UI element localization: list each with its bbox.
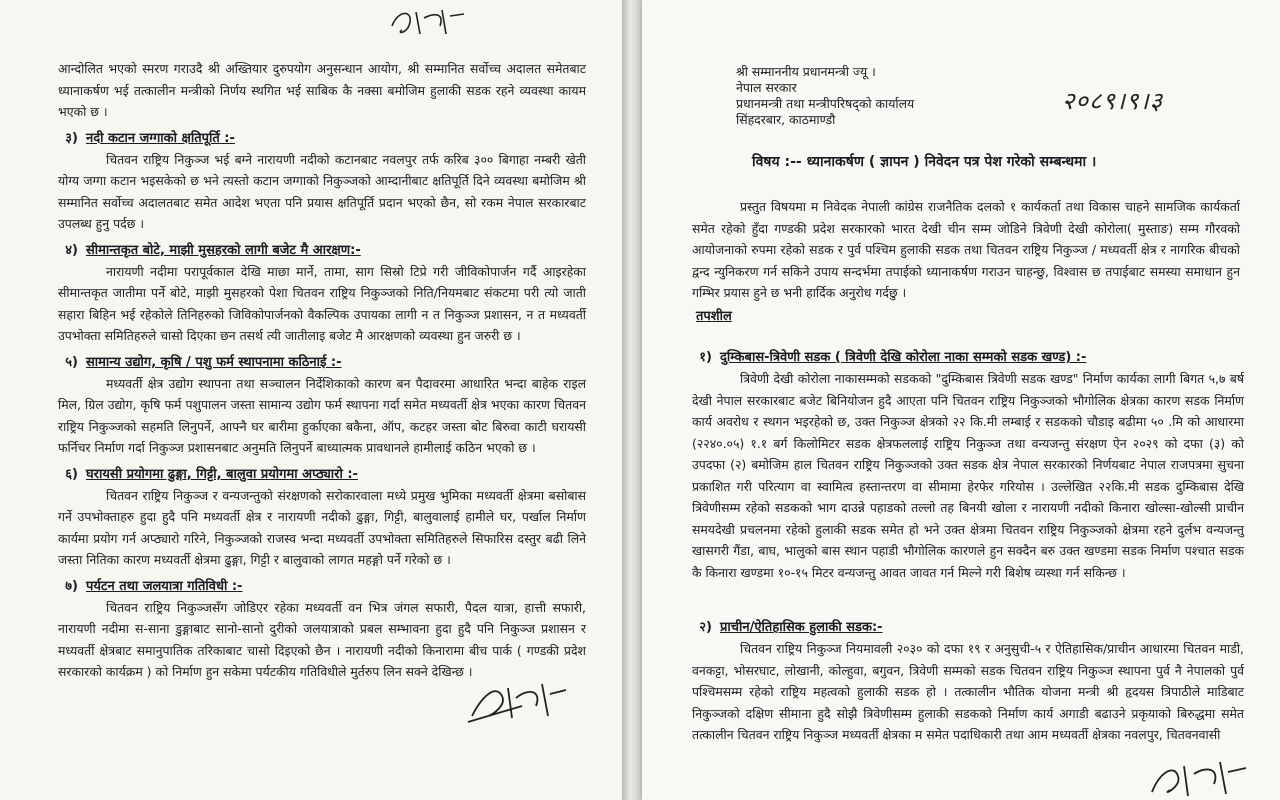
section-body: चितवन राष्ट्रिय निकुञ्ज नियमावली २०३० को दफा १९ र अनुसुची-५ र ऐतिहासिक/प्राचीन आधारमा चितवन माडी, वनकट्टा, भोसरघाट, लोखानी, कोल्हुवा, बगुवन, त्रिवेणी सम्मको सडक चितवन राष्ट्रिय निकुञ्ज स्थापना पुर्व नै नेपालको पुर्व पश्चिमसम्म रहेको राष्ट्रिय महत्वको हुलाकी सडक हो । तत्कालीन भौतिक योजना मन्त्री श्री हृदयस त्रिपाठीले माडिबाट निकुञ्जको दक्षिण सीमाना हुदै सोझै त्रिवेणीसम्म हुलाकी सडकको निर्माण कार्य अगाडी बढाउने प्रकृयाको बिरुद्धमा समेत तत्कालीन चितवन राष्ट्रिय निकुञ्ज मध्यवर्ती क्षेत्रका म समेत पदाधिकारी तथा आम मध्यवर्ती क्षेत्रका नवलपुर, चितवनवासी	[692, 641, 1244, 742]
section-title: नदी कटान जग्गाको क्षतिपूर्ति :-	[86, 130, 235, 146]
address-line: नेपाल सरकार	[736, 80, 797, 95]
section-title: घरायसी प्रयोगमा ढुङ्गा, गिट्टी, बालुवा प्रयोगमा अप्ठ्यारो :-	[86, 466, 358, 482]
section-title: सीमान्तकृत बोटे, माझी मुसहरको लागी बजेट मै आरक्षण:-	[86, 242, 361, 258]
left-page-body	[58, 58, 586, 683]
document-page-left	[0, 0, 622, 800]
section-title: सामान्य उद्योग, कृषि / पशु फर्म स्थापनामा कठिनाई :-	[86, 354, 342, 370]
section-body: चितवन राष्ट्रिय निकुञ्जसँग जोडिएर रहेका मध्यवर्ती वन भित्र जंगल सफारी, पैदल यात्रा, हात्ती सफारी, नारायणी नदीमा स-साना डुङ्गाबाट सानो-सानो दुरीको जलयात्राको प्रबल सम्भावना हुदा हुदै पनि निकुञ्ज प्रशासन र मध्यवर्ती क्षेत्रबाट समानुपातिक तरिकाबाट चासो दिइएको छैन । नारायणी नदीको किनारामा बीच पार्क ( गण्डकी प्रदेश सरकारको कार्यक्रम ) को निर्माण हुन सकेमा पर्यटकीय गतिविधीले मुर्तरुप लिन सक्ने देखिन्छ ।	[58, 599, 586, 679]
section-body: मध्यवर्ती क्षेत्र उद्योग स्थापना तथा सञ्चालन निर्देशिकाको कारण बन पैदावरमा आधारित भन्दा बाहेक राइल मिल, ग्रिल उद्योग, कृषि फर्म पशुपालन जस्ता सामान्य उद्योग फर्म स्थापना गर्दा समेत मध्यवर्ती क्षेत्र भएका कारण चितवन राष्ट्रिय निकुञ्जको सहमति लिनुपर्ने, आफ्नै घर बारीमा हुर्काएका बकैना, ऑप, कटहर जस्ता बोट बिरुवा काटी घरायसी फर्निचर निर्माण गर्दा निकुञ्ज प्रशासनबाट अनुमति लिनुपर्ने बाध्यात्मक प्रावधानले हामीलाई कठिन भएको छ ।	[58, 375, 586, 455]
document-page-right	[642, 0, 1280, 800]
section-6: ६) घरायसी प्रयोगमा ढुङ्गा, गिट्टी, बालुवा प्रयोगमा अप्ठ्यारो :- चितवन राष्ट्रिय निकुञ्ज र वन्यजन्तुको संरक्षणको सरोकारवाला मध्ये प्रमुख भुमिका मध्यवर्ती क्षेत्रमा बसोबास गर्ने उपभोक्ताहरु हुदा हुदै पनि मध्यवर्ती क्षेत्र र नारायणी नदीको ढुङ्गा, गिट्टी, बालुवालाई हामीले घर, पर्खाल निर्माण कार्यमा प्रयोग गर्न अप्ठ्यारो गरिने, निकुञ्जको राजस्व भन्दा मध्यवर्ती उपभोक्ता समितिहरुले सिफारिस दस्तुर बढी लिने जस्ता नितिका कारण मध्यवर्ती क्षेत्रमा ढुङ्गा, गिट्टी र बालुवाको लागत महङ्गो पर्ने गरेको छ ।	[58, 465, 586, 571]
section-title: प्राचीन/ऐतिहासिक हुलाकी सडक:-	[720, 620, 883, 635]
intro-paragraph: प्रस्तुत विषयमा म निवेदक नेपाली कांग्रेस राजनैतिक दलको १ कार्यकर्ता तथा विकास चाहने सामजिक कार्यकर्ता समेत रहेको हुँदा गण्डकी प्रदेश सरकारको भारत देखी चीन सम्म जोडिने त्रिवेणी देखी कोरोला( मुस्ताङ) सम्म गौरवको आयोजनाको रुपमा रहेको सडक र पुर्व पश्चिम हुलाकी सडक तथा चितवन राष्ट्रिय निकुञ्ज / मध्यवर्ती क्षेत्र र नागरिक बीचको द्वन्द न्युनिकरण गर्न सकिने उपाय सन्दर्भमा तपाईको ध्यानाकर्षण गराउन चाहन्छु, विश्वास छ तपाईबाट समस्या समाधान हुन गम्भिर प्रयास हुने छ भनी हार्दिक अनुरोध गर्दछु ।	[692, 199, 1240, 300]
section-7: ७) पर्यटन तथा जलयात्रा गतिविधी :- चितवन राष्ट्रिय निकुञ्जसँग जोडिएर रहेका मध्यवर्ती वन भित्र जंगल सफारी, पैदल यात्रा, हात्ती सफारी, नारायणी नदीमा स-साना डुङ्गाबाट सानो-सानो दुरीको जलयात्राको प्रबल सम्भावना हुदा हुदै पनि निकुञ्ज प्रशासन र मध्यवर्ती क्षेत्रबाट समानुपातिक तरिकाबाट चासो दिइएको छैन । नारायणी नदीको किनारामा बीच पार्क ( गण्डकी प्रदेश सरकारको कार्यक्रम ) को निर्माण हुन सकेमा पर्यटकीय गतिविधीले मुर्तरुप लिन सक्ने देखिन्छ ।	[58, 577, 586, 683]
address-line: श्री सम्माननीय प्रधानमन्त्री ज्यू ।	[736, 64, 876, 79]
page-gutter	[622, 0, 642, 800]
address-line: सिंहदरबार, काठमाण्डौ	[736, 112, 836, 127]
section-3: ३) नदी कटान जग्गाको क्षतिपूर्ति :- चितवन राष्ट्रिय निकुञ्ज भई बग्ने नारायणी नदीको कटानबाट नवलपुर तर्फ करिब ३०० बिगाहा नम्बरी खेती योग्य जग्गा कटान भइसकेको छ भने त्यस्तो कटान जग्गाको निकुञ्जको आम्दानीबाट क्षतिपूर्ति दिने व्यवस्था बमोजिम श्री सम्मानित सर्वोच्च अदालतबाट समेत आदेश भएता पनि प्रयास क्षतिपूर्ति प्रदान भएको छैन, सो रकम नेपाल सरकारबाट उपलब्ध हुनु पर्दछ ।	[58, 129, 586, 235]
section-4: ४) सीमान्तकृत बोटे, माझी मुसहरको लागी बजेट मै आरक्षण:- नारायणी नदीमा परापूर्वकाल देखि माछा मार्ने, तामा, साग सिस्रो टिप्रे गरी जीविकोपार्जन गर्दै आइरहेका सीमान्तकृत जातीमा पर्ने बोटे, माझी मुसहरको पेशा चितवन राष्ट्रिय निकुञ्जको निति/नियमबाट संकटमा परी त्यो जाती सहारा बिहिन भई रहेकोले तिनिहरुको जिविकोपार्जनको वैकल्पिक उपायका लागी न त निकुञ्ज प्रशासन, न त मध्यवर्ती उपभोक्ता समितिहरुले चासो दिएका छन तसर्थ त्यी जातीलाइ बजेट मै आरक्षणको व्यवस्था हुन जरुरी छ ।	[58, 241, 586, 347]
section-body: त्रिवेणी देखी कोरोला नाकासम्मको सडकको "दुम्किबास त्रिवेणी सडक खण्ड" निर्माण कार्यका लागी बिगत ५,७ बर्ष देखी नेपाल सरकारबाट बजेट बिनियोजन हुदै आएता पनि चितवन राष्ट्रिय निकुञ्जको भौगोलिक क्षेत्रका कारण सडक निर्माण कार्य अवरोध र स्थगन भइरहेको छ, उक्त निकुञ्ज क्षेत्रको २२ कि.मी लम्बाई र सडकको चौडाइ बढीमा ५० .मि को आधारमा (२२४०.०५) १.१ बर्ग किलोमिटर सडक क्षेत्रफललाई राष्ट्रिय निकुञ्ज तथा वन्यजन्तु संरक्षण ऐन २०२९ को दफा (३) को उपदफा (२) बमोजिम हाल चितवन राष्ट्रिय निकुञ्जको उक्त सडक क्षेत्र नेपाल सरकारको निर्णयबाट नेपाल राजपत्रमा सुचना प्रकाशित गरी परित्याग वा स्वामित्व हस्तान्तरण वा सीमामा हेरफेर गरियोस । उल्लेखित २२कि.मी सडक दुम्किबास देखि त्रिवेणीसम्म रहेको सडकको भाग दाउन्ने पहाडको तल्लो तह बिनयी खोला र नारायणी नदीको किनारा खोल्सा-खोल्सी प्राचीन समयदेखी प्रचलनमा रहेको हुलाकी सडक समेत हो भने उक्त क्षेत्रमा चितवन राष्ट्रिय निकुञ्जको क्षेत्रमा रहने दुर्लभ वन्यजन्तु खासगरी गैंडा, बाघ, भालुको बास स्थान पहाडी भौगोलिक कारणले हुन सक्दैन बरु उक्त खण्डमा सडक निर्माण पश्चात सडक कै किनारा खण्डमा १०-१५ मिटर वन्यजन्तु आवत जावत गर्न मिल्ने गरी बिशेष व्यस्था गर्न सकिन्छ ।	[692, 371, 1244, 580]
signature-bottom-left-page	[462, 676, 572, 726]
right-section-1: १) दुम्किबास-त्रिवेणी सडक ( त्रिवेणी देखि कोरोला नाका सम्मको सडक खण्ड) :- त्रिवेणी देखी कोरोला नाकासम्मको सडकको "दुम्किबास त्रिवेणी सडक खण्ड" निर्माण कार्यका लागी बिगत ५,७ बर्ष देखी नेपाल सरकारबाट बजेट बिनियोजन हुदै आएता पनि चितवन राष्ट्रिय निकुञ्जको भौगोलिक क्षेत्रका कारण सडक निर्माण कार्य अवरोध र स्थगन भइरहेको छ, उक्त निकुञ्ज क्षेत्रको २२ कि.मी लम्बाई र सडकको चौडाइ बढीमा ५० .मि को आधारमा (२२४०.०५) १.१ बर्ग किलोमिटर सडक क्षेत्रफललाई राष्ट्रिय निकुञ्ज तथा वन्यजन्तु संरक्षण ऐन २०२९ को दफा (३) को उपदफा (२) बमोजिम हाल चितवन राष्ट्रिय निकुञ्जको उक्त सडक क्षेत्र नेपाल सरकारको निर्णयबाट नेपाल राजपत्रमा सुचना प्रकाशित गरी परित्याग वा स्वामित्व हस्तान्तरण वा सीमामा हेरफेर गरियोस । उल्लेखित २२कि.मी सडक दुम्किबास देखि त्रिवेणीसम्म रहेको सडकको भाग दाउन्ने पहाडको तल्लो तह बिनयी खोला र नारायणी नदीको किनारा खोल्सा-खोल्सी प्राचीन समयदेखी प्रचलनमा रहेको हुलाकी सडक समेत हो भने उक्त क्षेत्रमा चितवन राष्ट्रिय निकुञ्जको क्षेत्रमा रहने दुर्लभ वन्यजन्तु खासगरी गैंडा, बाघ, भालुको बास स्थान पहाडी भौगोलिक कारणले हुन सक्दैन बरु उक्त खण्डमा सडक निर्माण पश्चात सडक कै किनारा खण्डमा १०-१५ मिटर वन्यजन्तु आवत जावत गर्न मिल्ने गरी बिशेष व्यस्था गर्न सकिन्छ ।	[692, 342, 1244, 583]
right-section-2: २) प्राचीन/ऐतिहासिक हुलाकी सडक:- चितवन राष्ट्रिय निकुञ्ज नियमावली २०३० को दफा १९ र अनुसुची-५ र ऐतिहासिक/प्राचीन आधारमा चितवन माडी, वनकट्टा, भोसरघाट, लोखानी, कोल्हुवा, बगुवन, त्रिवेणी सम्मको सडक चितवन राष्ट्रिय निकुञ्ज स्थापना पुर्व नै नेपालको पुर्व पश्चिमसम्म रहेको राष्ट्रिय महत्वको हुलाकी सडक हो । तत्कालीन भौतिक योजना मन्त्री श्री हृदयस त्रिपाठीले माडिबाट निकुञ्जको दक्षिण सीमाना हुदै सोझै त्रिवेणीसम्म हुलाकी सडकको निर्माण कार्य अगाडी बढाउने प्रकृयाको बिरुद्धमा समेत तत्कालीन चितवन राष्ट्रिय निकुञ्ज मध्यवर्ती क्षेत्रका म समेत पदाधिकारी तथा आम मध्यवर्ती क्षेत्रका नवलपुर, चितवनवासी	[692, 612, 1244, 746]
opening-paragraph: आन्दोलित भएको स्मरण गराउदै श्री अख्तियार दुरुपयोग अनुसन्धान आयोग, श्री सम्मानित सर्वोच्च अदालत समेतबाट ध्यानाकर्षण भई तत्कालीन मन्त्रीको निर्णय स्थगित भई साबिक कै नक्सा बमोजिम हुलाकी सडक रहने व्यवस्था कायम भएको छ ।	[58, 61, 586, 119]
handwritten-reference-number: २०८९।९।३	[1062, 87, 1164, 115]
letter-subject: विषय :-- ध्यानाकर्षण ( ज्ञापन ) निवेदन पत्र पेश गरेको सम्बन्धमा ।	[752, 154, 1097, 170]
details-label: तपशील	[696, 309, 732, 324]
section-5: ५) सामान्य उद्योग, कृषि / पशु फर्म स्थापनामा कठिनाई :- मध्यवर्ती क्षेत्र उद्योग स्थापना तथा सञ्चालन निर्देशिकाको कारण बन पैदावरमा आधारित भन्दा बाहेक राइल मिल, ग्रिल उद्योग, कृषि फर्म पशुपालन जस्ता सामान्य उद्योग फर्म स्थापना गर्दा समेत मध्यवर्ती क्षेत्र भएका कारण चितवन राष्ट्रिय निकुञ्जको सहमति लिनुपर्ने, आफ्नै घर बारीमा हुर्काएका बकैना, ऑप, कटहर जस्ता बोट बिरुवा काटी घरायसी फर्निचर निर्माण गर्दा निकुञ्ज प्रशासनबाट अनुमति लिनुपर्ने बाध्यात्मक प्रावधानले हामीलाई कठिन भएको छ ।	[58, 353, 586, 459]
address-line: प्रधानमन्त्री तथा मन्त्रीपरिषद्को कार्यालय	[736, 96, 915, 111]
section-body: चितवन राष्ट्रिय निकुञ्ज भई बग्ने नारायणी नदीको कटानबाट नवलपुर तर्फ करिब ३०० बिगाहा नम्बरी खेती योग्य जग्गा कटान भइसकेको छ भने त्यस्तो कटान जग्गाको निकुञ्जको आम्दानीबाट क्षतिपूर्ति दिने व्यवस्था बमोजिम श्री सम्मानित सर्वोच्च अदालतबाट समेत आदेश भएता पनि प्रयास क्षतिपूर्ति प्रदान भएको छैन, सो रकम नेपाल सरकारबाट उपलब्ध हुनु पर्दछ ।	[58, 151, 586, 231]
signature-top-left-page	[380, 4, 470, 40]
recipient-address	[736, 64, 914, 128]
section-title: दुम्किबास-त्रिवेणी सडक ( त्रिवेणी देखि कोरोला नाका सम्मको सडक खण्ड) :-	[720, 350, 1087, 365]
section-body: चितवन राष्ट्रिय निकुञ्ज र वन्यजन्तुको संरक्षणको सरोकारवाला मध्ये प्रमुख भुमिका मध्यवर्ती क्षेत्रमा बसोबास गर्ने उपभोक्ताहरु हुदा हुदै पनि मध्यवर्ती क्षेत्र र नारायणी नदीको ढुङ्गा, गिट्टी, बालुवालाई हामीले घर, पर्खाल निर्माण कार्यमा प्रयोग गर्न अप्ठ्यारो गरिने, निकुञ्जको राजस्व भन्दा मध्यवर्ती उपभोक्ता समितिहरुले सिफारिस दस्तुर बढी लिने जस्ता नितिका कारण मध्यवर्ती क्षेत्रमा ढुङ्गा, गिट्टी र बालुवाको लागत महङ्गो पर्ने गरेको छ ।	[58, 487, 586, 567]
signature-bottom-right-page	[1142, 756, 1252, 800]
section-title: पर्यटन तथा जलयात्रा गतिविधी :-	[86, 578, 243, 594]
section-body: नारायणी नदीमा परापूर्वकाल देखि माछा मार्ने, तामा, साग सिस्रो टिप्रे गरी जीविकोपार्जन गर्दै आइरहेका सीमान्तकृत जातीमा पर्ने बोटे, माझी मुसहरको पेशा चितवन राष्ट्रिय निकुञ्जको निति/नियमबाट संकटमा परी त्यो जाती सहारा बिहिन भई रहेकोले तिनिहरुको जिविकोपार्जनको वैकल्पिक उपायका लागी न त निकुञ्ज प्रशासन, न त मध्यवर्ती उपभोक्ता समितिहरुले चासो दिएका छन तसर्थ त्यी जातीलाइ बजेट मै आरक्षणको व्यवस्था हुन जरुरी छ ।	[58, 263, 586, 343]
